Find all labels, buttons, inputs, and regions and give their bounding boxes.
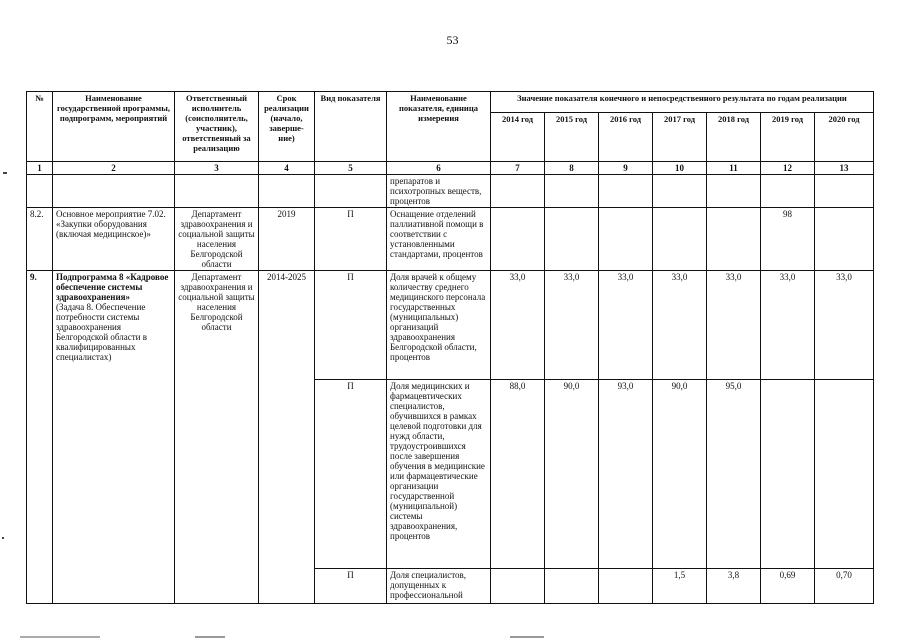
row-value: 93,0 [599,380,653,569]
row-no: 9. [27,271,53,604]
row-value [707,175,761,208]
row-executor: Департамент здравоохранения и социальной защиты населения Белгородской области [175,271,259,604]
header-year: 2020 год [815,113,874,162]
row-value: 98 [761,208,815,271]
header-year: 2018 год [707,113,761,162]
row-value [707,208,761,271]
header-year: 2019 год [761,113,815,162]
scan-speck [2,537,4,539]
column-number: 8 [545,162,599,175]
row-value [491,208,545,271]
row-term [259,175,315,208]
scan-speck [3,172,7,174]
column-number: 4 [259,162,315,175]
column-number: 1 [27,162,53,175]
scan-edge-mark [20,636,100,638]
table-header-row [27,92,874,113]
column-number: 6 [387,162,491,175]
row-value: 95,0 [707,380,761,569]
header-term: Срок реализации (начало, заверше-ние) [259,92,315,162]
table-row [27,175,874,208]
column-number-row [27,162,874,175]
header-year: 2014 год [491,113,545,162]
row-value [491,569,545,604]
row-name [53,175,175,208]
header-year: 2016 год [599,113,653,162]
row-no [27,175,53,208]
header-name: Наименование государственной программы, подпрограмм, мероприятий [53,92,175,162]
header-type: Вид показателя [315,92,387,162]
row-value [815,208,874,271]
row-value [599,175,653,208]
column-number: 9 [599,162,653,175]
table-row [27,271,874,380]
row-indicator: препаратов и психотропных веществ, процентов [387,175,491,208]
row-value [545,175,599,208]
column-number: 2 [53,162,175,175]
header-values-group: Значение показателя конечного и непосредственного результата по годам реализации [491,92,874,113]
row-value: 33,0 [599,271,653,380]
row-type [315,175,387,208]
row-indicator: Оснащение отделений паллиативной помощи в соответствии с установленными стандартами, процентов [387,208,491,271]
column-number: 3 [175,162,259,175]
row-executor: Департамент здравоохранения и социальной защиты населения Белгородской области [175,208,259,271]
row-term: 2019 [259,208,315,271]
row-no: 8.2. [27,208,53,271]
row-value: 33,0 [707,271,761,380]
row-value: 33,0 [491,271,545,380]
row-value [545,569,599,604]
column-number: 10 [653,162,707,175]
row-value [653,175,707,208]
row-value: 90,0 [545,380,599,569]
row-indicator: Доля специалистов, допущенных к профессиональной [387,569,491,604]
row-value: 0,69 [761,569,815,604]
row-value: 1,5 [653,569,707,604]
column-number: 11 [707,162,761,175]
column-number: 13 [815,162,874,175]
row-value [815,175,874,208]
row-value [761,380,815,569]
row-type: П [315,271,387,380]
scan-edge-mark [510,636,544,638]
page-number: 53 [446,33,459,47]
scan-edge-mark [195,636,225,638]
row-value: 0,70 [815,569,874,604]
row-value [815,380,874,569]
row-value: 88,0 [491,380,545,569]
header-year: 2015 год [545,113,599,162]
row-value [653,208,707,271]
row-value [491,175,545,208]
header-indicator: Наименование показателя, единица измерения [387,92,491,162]
subprogram-title: Подпрограмма 8 «Кадровое обеспечение системы здравоохранения» [56,272,169,302]
row-value: 33,0 [545,271,599,380]
row-value [599,208,653,271]
row-value: 33,0 [761,271,815,380]
row-value: 33,0 [815,271,874,380]
row-type: П [315,208,387,271]
row-value: 90,0 [653,380,707,569]
row-name [53,271,175,604]
column-number: 7 [491,162,545,175]
table-row [27,208,874,271]
column-number: 5 [315,162,387,175]
row-name: Основное мероприятие 7.02. «Закупки оборудования (включая медицинское)» [53,208,175,271]
indicators-table [26,91,874,604]
row-value [761,175,815,208]
row-indicator: Доля врачей к общему количеству среднего медицинского персонала государственных (муниципальных) организаций здравоохранения Белгородской области, процентов [387,271,491,380]
row-type: П [315,380,387,569]
row-type: П [315,569,387,604]
row-indicator: Доля медицинских и фармацевтических специалистов, обучившихся в рамках целевой подготовки для нужд области, трудоустроившихся после завершения обучения в медицинские или фармацевтические организации государственной (муниципальной) системы здравоохранения, процентов [387,380,491,569]
subprogram-task: (Задача 8. Обеспечение потребности системы здравоохранения Белгородской области в квалифицированных специалистах) [56,302,148,362]
row-value [545,208,599,271]
row-value: 33,0 [653,271,707,380]
row-executor [175,175,259,208]
header-executor: Ответственный исполнитель (соисполнитель, участник), ответственный за реализацию [175,92,259,162]
row-term: 2014-2025 [259,271,315,604]
header-no: № [27,92,53,162]
column-number: 12 [761,162,815,175]
row-value [599,569,653,604]
header-year: 2017 год [653,113,707,162]
row-value: 3,8 [707,569,761,604]
